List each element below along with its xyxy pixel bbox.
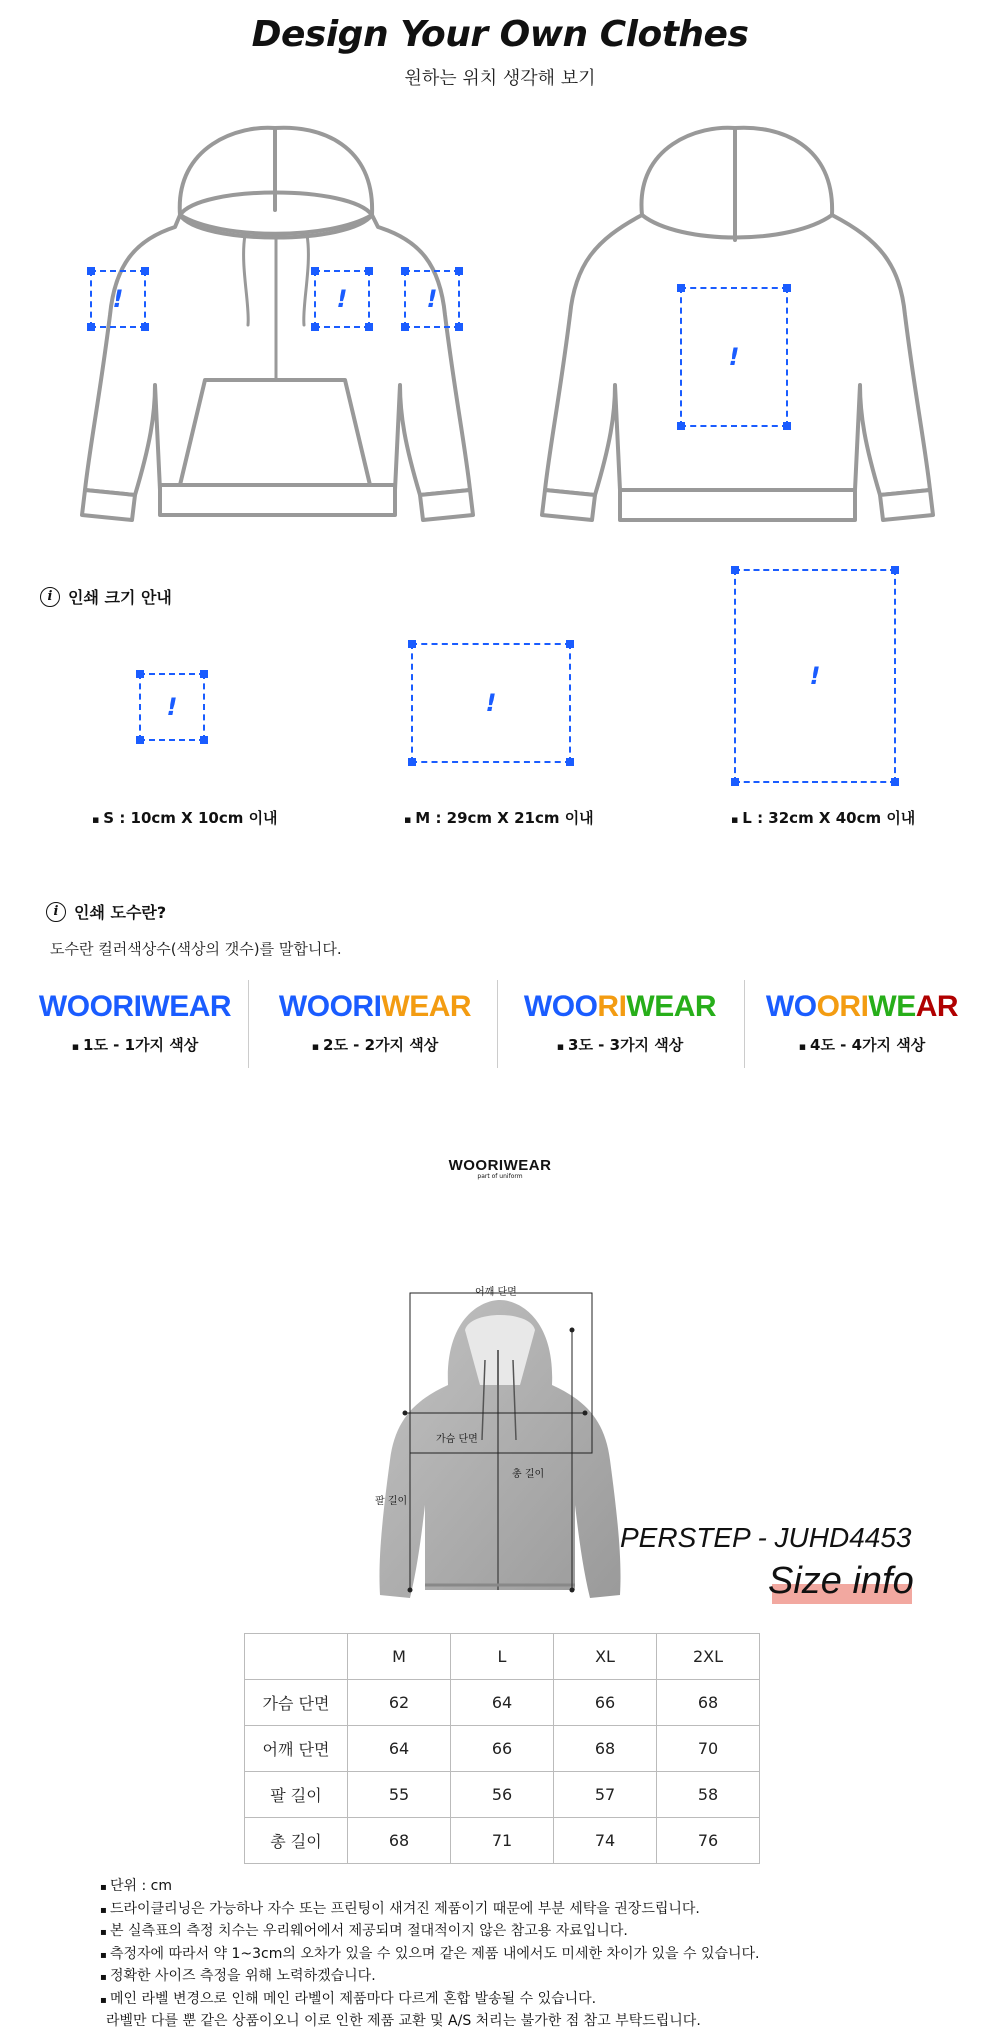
brand-wordmark: [747, 990, 977, 1024]
placement-box-back: [680, 287, 788, 427]
exclamation-icon: !: [112, 285, 124, 313]
table-cell: 68: [657, 1680, 760, 1726]
brand-wordmark-part: WEAR: [381, 990, 472, 1023]
print-size-m-box: [411, 643, 571, 763]
brand-wordmark-part: WEAR: [626, 990, 717, 1023]
note-item: ▪ 측정자에 따라서 약 1~3cm의 오차가 있을 수 있으며 같은 제품 내에서도 미세한 차이가 있을 수 있습니다.: [100, 1944, 760, 1967]
brand-logo-name: WOORIWEAR: [448, 1157, 552, 1174]
product-photo: [370, 1290, 630, 1610]
note-item: 라벨만 다를 뿐 같은 상품이오니 이로 인한 제품 교환 및 A/S 처리는 불가한 점 참고 부탁드립니다.: [106, 2013, 701, 2029]
photo-label-sleeve: 팔 길이: [375, 1496, 408, 1507]
table-header-cell: XL: [554, 1634, 657, 1680]
table-cell: 57: [554, 1772, 657, 1818]
brand-wordmark: [260, 990, 490, 1024]
table-cell: 68: [348, 1818, 451, 1864]
exclamation-icon: !: [336, 285, 348, 313]
brand-wordmark-part: RI: [597, 990, 627, 1023]
color-count-example: [505, 990, 735, 1055]
brand-wordmark-part: WE: [868, 990, 916, 1023]
exclamation-icon: !: [485, 689, 497, 717]
color-count-caption: ▪ 4도 - 4가지 색상: [747, 1034, 977, 1055]
color-count-examples: [0, 990, 1000, 1070]
note-item: ▪ 정확한 사이즈 측정을 위해 노력하겠습니다.: [100, 1966, 760, 1989]
table-cell: 66: [554, 1680, 657, 1726]
table-header-cell: [245, 1634, 348, 1680]
print-size-l-label: ▪ L : 32cm X 40cm 이내: [731, 807, 915, 828]
table-header-cell: 2XL: [657, 1634, 760, 1680]
table-cell: 64: [451, 1680, 554, 1726]
placement-box-sleeve: [404, 270, 460, 328]
brand-logo: [0, 1157, 1000, 1180]
brand-wordmark-part: WOO: [523, 990, 598, 1023]
brand-wordmark-part: WO: [765, 990, 817, 1023]
info-icon: i: [46, 902, 66, 922]
brand-wordmark-part: WOORI: [278, 990, 382, 1023]
page-subtitle: 원하는 위치 생각해 보기: [404, 68, 596, 89]
table-cell: 가슴 단면: [245, 1680, 348, 1726]
brand-wordmark-part: ORI: [816, 990, 869, 1023]
table-cell: 55: [348, 1772, 451, 1818]
color-count-example: [747, 990, 977, 1055]
exclamation-icon: !: [426, 285, 438, 313]
print-size-m-label: ▪ M : 29cm X 21cm 이내: [404, 807, 594, 828]
info-icon: i: [40, 587, 60, 607]
table-cell: 74: [554, 1818, 657, 1864]
table-cell: 팔 길이: [245, 1772, 348, 1818]
brand-wordmark-part: AR: [915, 990, 959, 1023]
print-size-heading: i 인쇄 크기 안내: [40, 585, 172, 608]
size-table: [244, 1633, 760, 1864]
color-count-caption: ▪ 2도 - 2가지 색상: [260, 1034, 490, 1055]
color-count-description: 도수란 컬러색상수(색상의 갯수)를 말합니다.: [50, 940, 342, 958]
print-size-s-label: ▪ S : 10cm X 10cm 이내: [92, 807, 278, 828]
table-cell: 64: [348, 1726, 451, 1772]
table-cell: 76: [657, 1818, 760, 1864]
divider: [497, 980, 498, 1068]
color-count-caption: ▪ 3도 - 3가지 색상: [505, 1034, 735, 1055]
size-info-label: Size info: [768, 1560, 914, 1602]
table-cell: 62: [348, 1680, 451, 1726]
color-count-example: [20, 990, 250, 1055]
brand-wordmark: [505, 990, 735, 1024]
table-cell: 총 길이: [245, 1818, 348, 1864]
note-item: ▪ 단위 : cm: [100, 1876, 760, 1899]
product-model: PERSTEP - JUHD4453: [620, 1522, 912, 1553]
table-cell: 66: [451, 1726, 554, 1772]
note-item: ▪ 메인 라벨 변경으로 인해 메인 라벨이 제품마다 다르게 혼합 발송될 수 있습니다.: [100, 1989, 760, 2012]
table-row: [245, 1772, 760, 1818]
size-table-header: [245, 1634, 760, 1680]
table-row: [245, 1818, 760, 1864]
table-cell: 56: [451, 1772, 554, 1818]
note-item: ▪ 드라이클리닝은 가능하나 자수 또는 프린팅이 새겨진 제품이기 때문에 부분 세탁을 권장드립니다.: [100, 1899, 760, 1922]
color-count-caption: ▪ 1도 - 1가지 색상: [20, 1034, 250, 1055]
exclamation-icon: !: [728, 343, 740, 371]
table-row: [245, 1680, 760, 1726]
exclamation-icon: !: [166, 693, 178, 721]
exclamation-icon: !: [809, 662, 821, 690]
table-cell: 68: [554, 1726, 657, 1772]
table-row: [245, 1726, 760, 1772]
hoodie-illustrations: [0, 115, 1000, 535]
print-size-l-box: [734, 569, 896, 783]
table-cell: 어깨 단면: [245, 1726, 348, 1772]
table-cell: 71: [451, 1818, 554, 1864]
note-item: ▪ 본 실측표의 측정 치수는 우리웨어에서 제공되며 절대적이지 않은 참고용 자료입니다.: [100, 1921, 760, 1944]
table-header-cell: M: [348, 1634, 451, 1680]
brand-wordmark: [20, 990, 250, 1024]
divider: [248, 980, 249, 1068]
placement-box-left-chest: [90, 270, 146, 328]
photo-label-shoulder: 어깨 단면: [475, 1287, 517, 1298]
brand-logo-tagline: part of uniform: [477, 1173, 523, 1180]
brand-wordmark-part: WOORIWEAR: [38, 990, 232, 1023]
table-cell: 58: [657, 1772, 760, 1818]
color-count-heading: i 인쇄 도수란?: [46, 900, 166, 923]
print-size-s-box: [139, 673, 205, 741]
placement-box-right-chest: [314, 270, 370, 328]
divider: [744, 980, 745, 1068]
photo-label-chest: 가슴 단면: [436, 1434, 478, 1445]
photo-label-total: 총 길이: [512, 1469, 545, 1480]
care-notes: [100, 1876, 760, 2032]
table-cell: 70: [657, 1726, 760, 1772]
color-count-example: [260, 990, 490, 1055]
table-header-cell: L: [451, 1634, 554, 1680]
page-title: Design Your Own Clothes: [251, 14, 749, 55]
